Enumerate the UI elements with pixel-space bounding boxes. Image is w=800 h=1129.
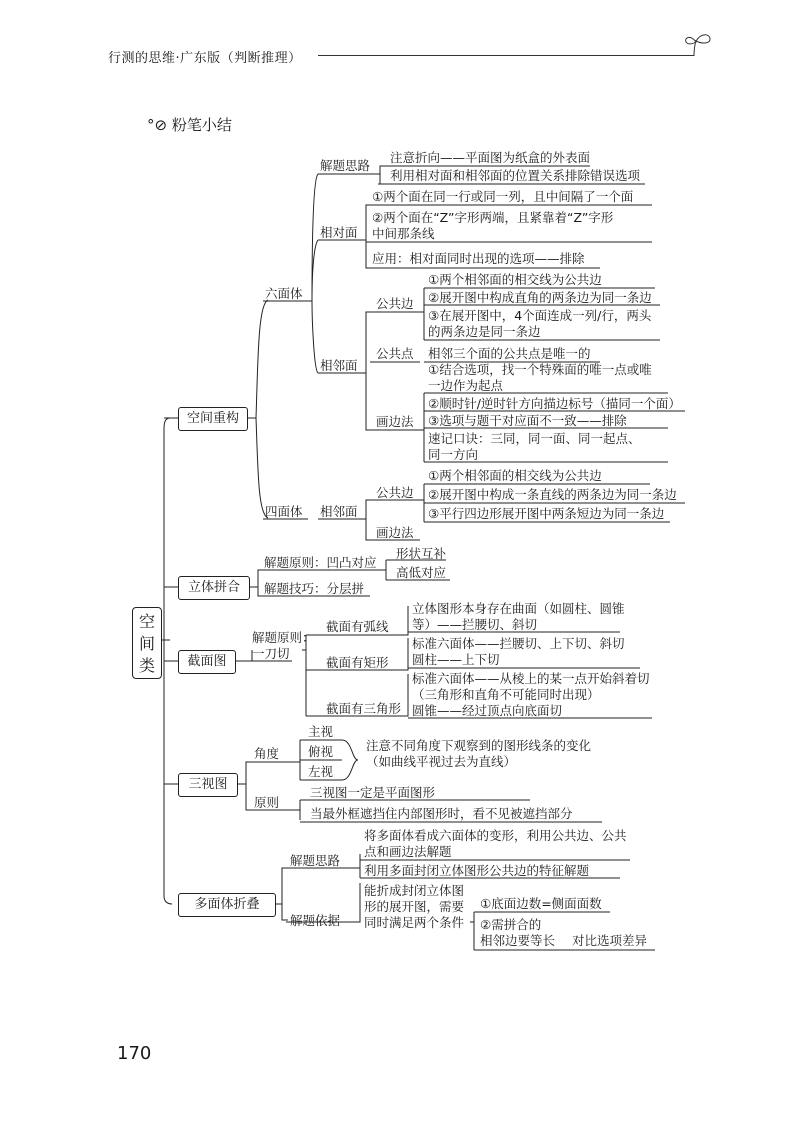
- edge-drawing-item-1a: ①结合选项，找一个特殊面的唯一点或唯: [428, 362, 652, 377]
- edge-drawing-item-1b: 一边作为起点: [428, 378, 504, 393]
- section-arc-label: 截面有弧线: [326, 619, 389, 634]
- branch-cross-section: 截面图: [178, 650, 236, 674]
- folding-approach-line-2: 点和画边法解题: [364, 844, 452, 859]
- opposite-item-1: ①两个面在同一行或同一列，且中间隔了一个面: [372, 189, 634, 204]
- tetra-adjacent-label: 相邻面: [320, 504, 358, 519]
- view-front: 主视: [308, 724, 334, 739]
- views-principle-label: 原则: [254, 795, 280, 810]
- common-point-label: 公共点: [376, 346, 414, 361]
- section-rect-label: 截面有矩形: [326, 655, 389, 670]
- root-char-2: 间: [138, 634, 155, 653]
- edge-drawing-item-2: ②顺时针/逆时针方向描边标号（描同一个面）: [428, 396, 681, 411]
- hex-approach-item-2: 利用相对面和相邻面的位置关系排除错误选项: [390, 168, 641, 183]
- section-rect-line-2: 圆柱——上下切: [412, 652, 500, 667]
- hex-approach-label: 解题思路: [320, 158, 371, 173]
- common-point-text: 相邻三个面的公共点是唯一的: [428, 346, 591, 361]
- hex-approach-item-1: 注意折向——平面图为纸盒的外表面: [390, 150, 591, 165]
- root-char-1: 空: [138, 612, 155, 631]
- hexahedron-label: 六面体: [265, 286, 303, 301]
- folding-approach-label: 解题思路: [290, 853, 341, 868]
- running-header: 行测的思维·广东版（判断推理）: [108, 51, 302, 66]
- folding-approach-line-1: 将多面体看成六面体的变形，利用公共边、公共: [364, 828, 627, 843]
- common-edge-label: 公共边: [376, 296, 414, 311]
- folding-condition-2b: 相邻边要等长: [480, 933, 556, 948]
- folding-basis-desc-3: 同时满足两个条件: [364, 915, 465, 930]
- edge-drawing-label: 画边法: [376, 414, 414, 429]
- section-principle-b: 一刀切: [252, 646, 290, 661]
- edge-drawing-item-3: ③选项与题干对应面不一致——排除: [428, 413, 627, 428]
- folding-condition-2a: ②需拼合的: [480, 917, 542, 932]
- common-edge-item-3a: ③在展开图中，4个面连成一列/行，两头: [428, 308, 652, 323]
- common-edge-item-3b: 的两条边是同一条边: [428, 324, 541, 339]
- section-title-text: 粉笔小结: [171, 116, 232, 134]
- views-principle-item-1: 三视图一定是平面图形: [310, 785, 436, 800]
- assembly-principle-item-2: 高低对应: [396, 565, 447, 580]
- section-tri-line-3: 圆锥——经过顶点向底面切: [412, 703, 563, 718]
- views-note-2: （如曲线平视过去为直线）: [366, 754, 517, 769]
- section-arc-line-1: 立体图形本身存在曲面（如圆柱、圆锥: [412, 601, 625, 616]
- adjacent-face-label: 相邻面: [320, 358, 358, 373]
- root-char-3: 类: [138, 656, 155, 675]
- edge-drawing-item-4b: 同一方向: [428, 447, 479, 462]
- branch-three-views: 三视图: [178, 773, 238, 797]
- folding-basis-desc-1: 能折成封闭立体图: [364, 883, 465, 898]
- folding-approach-line-3: 利用多面封闭立体图形公共边的特征解题: [364, 863, 590, 878]
- section-arc-line-2: 等）——拦腰切、斜切: [412, 617, 538, 632]
- opposite-item-2b: 中间那条线: [372, 226, 435, 241]
- tetra-common-edge-item-2: ②展开图中构成一条直线的两条边为同一条边: [428, 487, 677, 502]
- opposite-item-2a: ②两个面在“Z”字形两端，且紧靠着“Z”字形: [372, 210, 614, 225]
- branch-solid-assembly: 立体拼合: [178, 576, 250, 600]
- folding-condition-1: ①底面边数=侧面面数: [480, 896, 602, 911]
- tetra-common-edge-item-3: ③平行四边形展开图中两条短边为同一条边: [428, 506, 665, 521]
- edge-drawing-item-4a: 速记口诀：三同，同一面、同一起点、: [428, 431, 641, 446]
- views-angle-label: 角度: [254, 746, 280, 761]
- views-note-1: 注意不同角度下观察到的图形线条的变化: [366, 738, 592, 753]
- folding-basis-desc-2: 形的展开图，需要: [364, 899, 465, 914]
- section-tri-label: 截面有三角形: [326, 701, 402, 716]
- root-node: [132, 607, 162, 679]
- assembly-technique: 解题技巧：分层拼: [264, 581, 365, 596]
- section-rect-line-1: 标准六面体——拦腰切、上下切、斜切: [412, 636, 625, 651]
- views-principle-item-2: 当最外框遮挡住内部图形时，看不见被遮挡部分: [310, 806, 573, 821]
- tetra-common-edge-label: 公共边: [376, 485, 414, 500]
- view-top: 俯视: [308, 744, 334, 759]
- folding-basis-label: 解题依据: [290, 913, 341, 928]
- tetrahedron-label: 四面体: [265, 504, 303, 519]
- common-edge-item-1: ①两个相邻面的相交线为公共边: [428, 272, 602, 287]
- opposite-item-3: 应用：相对面同时出现的选项——排除: [372, 251, 585, 266]
- branch-polyhedron-folding: 多面体折叠: [178, 893, 276, 917]
- folding-condition-2c: 对比选项差异: [572, 933, 648, 948]
- page-number: 170: [117, 1043, 152, 1064]
- opposite-face-label: 相对面: [320, 225, 358, 240]
- section-tri-line-2: （三角形和直角不可能同时出现）: [412, 687, 600, 702]
- branch-spatial-reconstruction: 空间重构: [178, 407, 248, 431]
- pencil-icon: °⊘: [147, 116, 168, 134]
- tetra-edge-drawing-label: 画边法: [376, 525, 414, 540]
- section-principle-a: 解题原则：: [252, 630, 315, 645]
- view-left: 左视: [308, 764, 334, 779]
- common-edge-item-2: ②展开图中构成直角的两条边为同一条边: [428, 290, 652, 305]
- tetra-common-edge-item-1: ①两个相邻面的相交线为公共边: [428, 468, 602, 483]
- section-tri-line-1: 标准六面体——从棱上的某一点开始斜着切: [412, 671, 650, 686]
- assembly-principle-item-1: 形状互补: [396, 546, 447, 561]
- assembly-principle: 解题原则：凹凸对应: [264, 555, 377, 570]
